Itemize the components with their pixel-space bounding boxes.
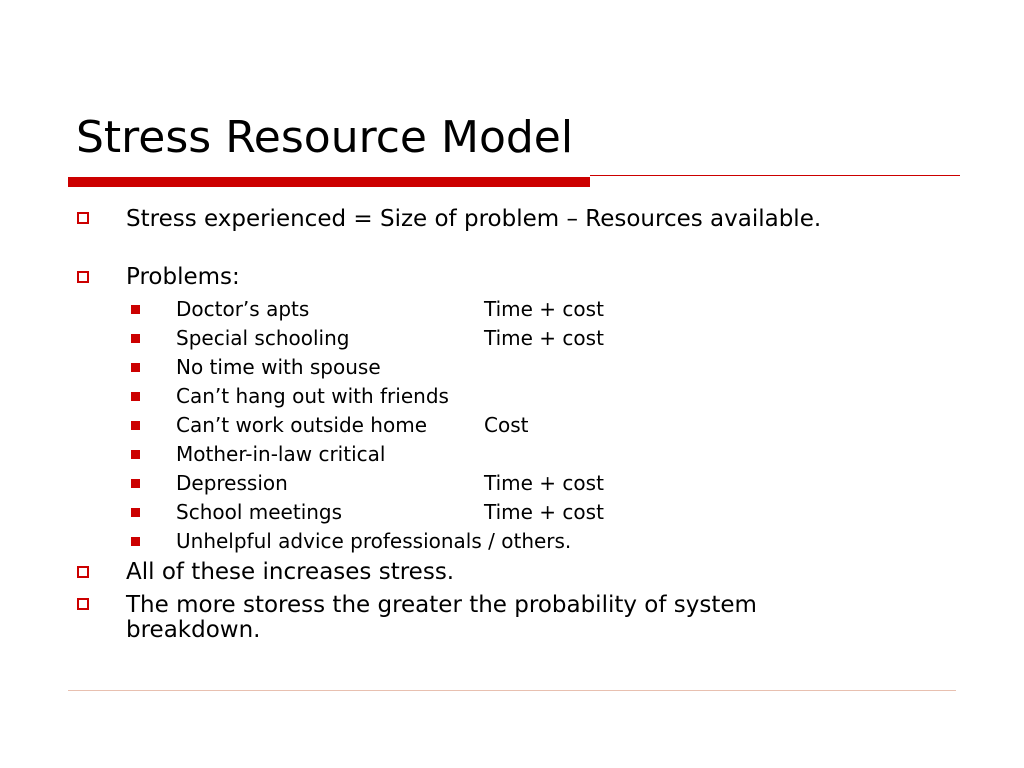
filled-square-bullet-icon bbox=[131, 508, 140, 517]
hollow-square-bullet-icon bbox=[77, 598, 89, 610]
hollow-square-bullet-icon bbox=[77, 212, 89, 224]
slide-title: Stress Resource Model bbox=[76, 112, 574, 163]
hollow-square-bullet-icon bbox=[77, 271, 89, 283]
bullet-problems-heading: Problems: bbox=[126, 264, 240, 290]
problem-impact: Time + cost bbox=[484, 500, 604, 524]
problem-item: Doctor’s apts bbox=[176, 297, 310, 321]
problem-item: Can’t hang out with friends bbox=[176, 384, 449, 408]
filled-square-bullet-icon bbox=[131, 450, 140, 459]
problem-item: Can’t work outside home bbox=[176, 413, 427, 437]
problem-impact: Time + cost bbox=[484, 471, 604, 495]
filled-square-bullet-icon bbox=[131, 305, 140, 314]
problem-impact: Time + cost bbox=[484, 297, 604, 321]
problem-item: Unhelpful advice professionals / others. bbox=[176, 529, 572, 553]
filled-square-bullet-icon bbox=[131, 479, 140, 488]
problem-item: No time with spouse bbox=[176, 355, 381, 379]
bullet-increases-stress: All of these increases stress. bbox=[126, 559, 455, 585]
problem-item: School meetings bbox=[176, 500, 343, 524]
problem-impact: Cost bbox=[484, 413, 529, 437]
hollow-square-bullet-icon bbox=[77, 566, 89, 578]
bullet-system-breakdown: The more storess the greater the probability of system breakdown. bbox=[126, 592, 757, 643]
bullet-stress-equation: Stress experienced = Size of problem – Resources available. bbox=[126, 206, 822, 232]
problem-item: Depression bbox=[176, 471, 288, 495]
filled-square-bullet-icon bbox=[131, 334, 140, 343]
problem-impact: Time + cost bbox=[484, 326, 604, 350]
filled-square-bullet-icon bbox=[131, 537, 140, 546]
problem-item: Special schooling bbox=[176, 326, 350, 350]
problem-item: Mother-in-law critical bbox=[176, 442, 386, 466]
filled-square-bullet-icon bbox=[131, 363, 140, 372]
filled-square-bullet-icon bbox=[131, 421, 140, 430]
filled-square-bullet-icon bbox=[131, 392, 140, 401]
footer-divider bbox=[68, 690, 956, 691]
